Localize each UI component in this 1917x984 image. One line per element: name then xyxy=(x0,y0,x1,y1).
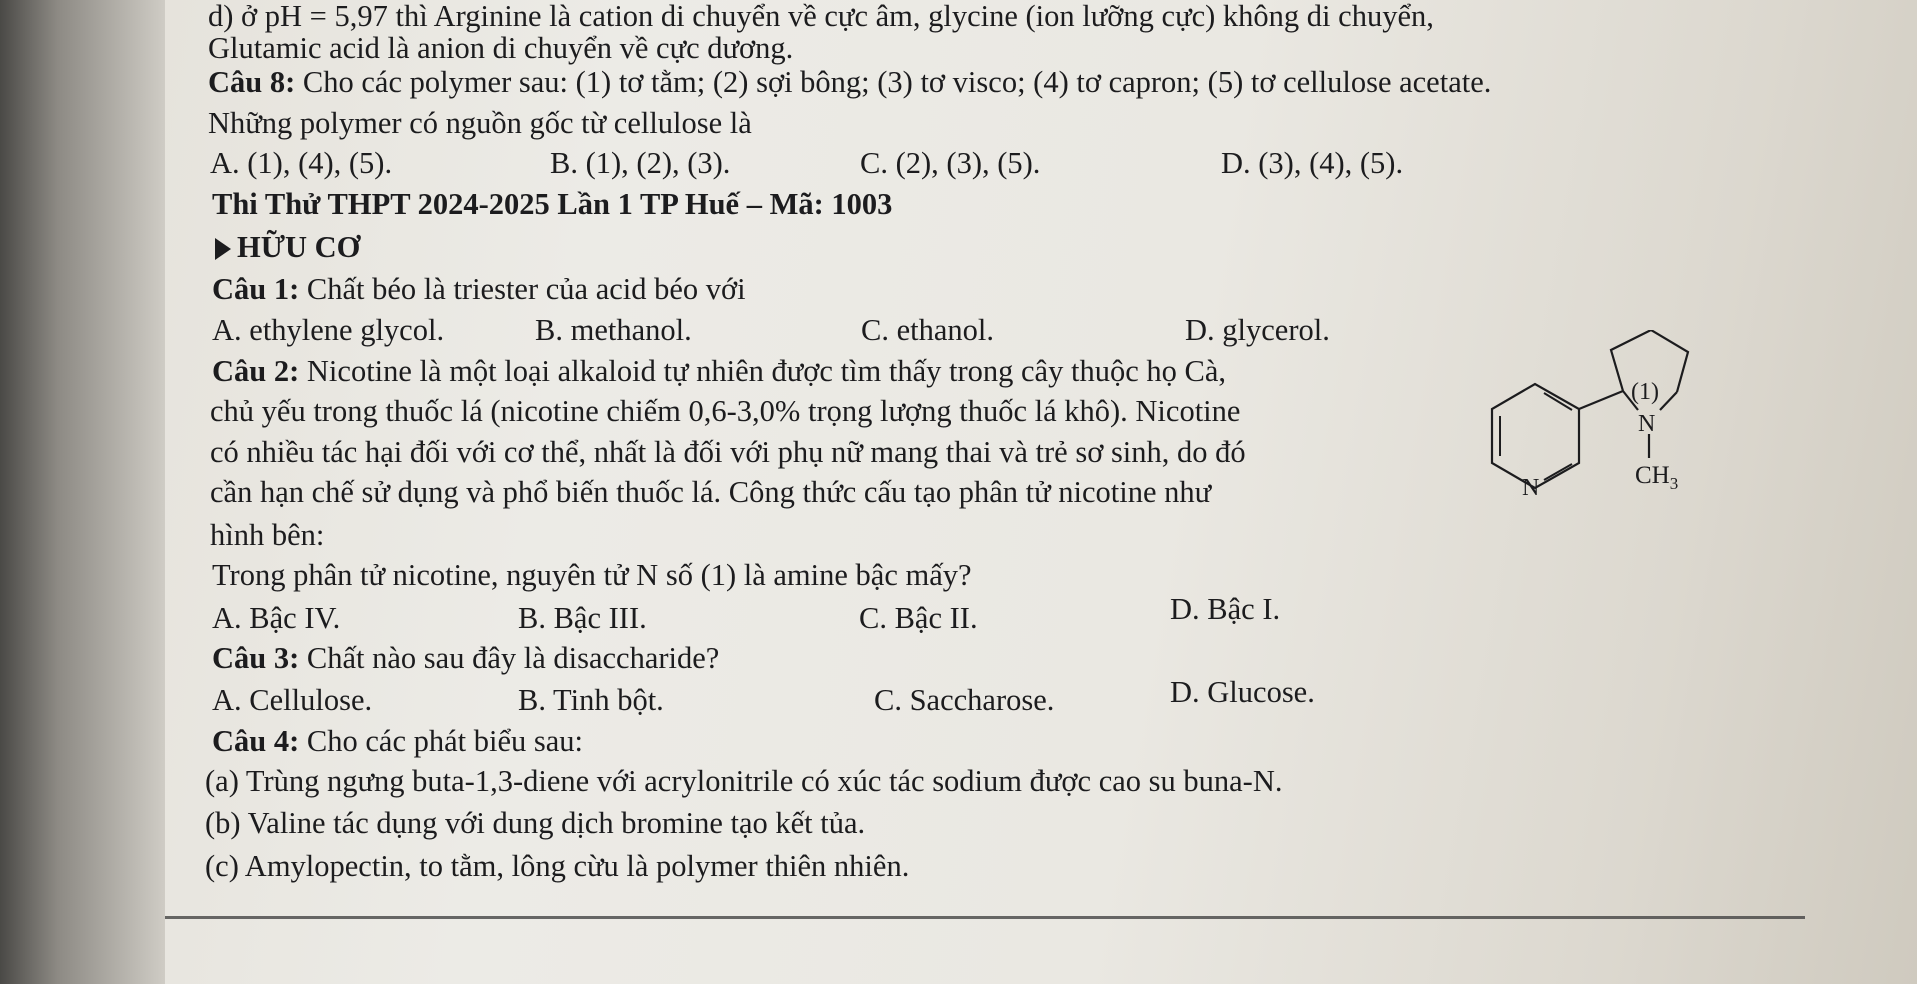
question-2-text-4: cần hạn chế sử dụng và phổ biến thuốc lá. Công thức cấu tạo phân tử nicotine như xyxy=(210,475,1212,509)
page-shadow-edge xyxy=(0,0,165,984)
pyrrolidine-bond-n-right xyxy=(1660,392,1677,410)
question-4-label: Câu 4: xyxy=(212,724,300,758)
bottom-divider xyxy=(165,916,1805,919)
question-2-text-5: hình bên: xyxy=(210,518,325,552)
question-2-label: Câu 2: xyxy=(212,354,300,388)
q4-statement-c: (c) Amylopectin, to tằm, lông cừu là polymer thiên nhiên. xyxy=(205,849,910,883)
pyridine-ring xyxy=(1492,384,1579,488)
question-8-text-2: Những polymer có nguồn gốc từ cellulose là xyxy=(208,106,752,140)
q2-option-b: B. Bậc III. xyxy=(518,601,647,635)
q2-option-a: A. Bậc IV. xyxy=(212,601,341,635)
q2-option-d: D. Bậc I. xyxy=(1170,592,1281,626)
q3-option-a: A. Cellulose. xyxy=(212,683,373,717)
q1-option-d: D. glycerol. xyxy=(1185,313,1330,347)
q3-option-b: B. Tinh bột. xyxy=(518,683,664,717)
pyridine-double-bond-bottom xyxy=(1544,464,1572,480)
methyl-subscript: 3 xyxy=(1669,474,1679,493)
q3-option-d: D. Glucose. xyxy=(1170,675,1315,709)
question-1-label: Câu 1: xyxy=(212,272,300,306)
methyl-ch: CH xyxy=(1635,462,1670,489)
exam-title: Thi Thử THPT 2024-2025 Lần 1 TP Huế – Mã: 1003 xyxy=(212,187,893,221)
pyrrolidine-n-label: N xyxy=(1638,411,1656,437)
question-2-text-2: chủ yếu trong thuốc lá (nicotine chiếm 0,6-3,0% trọng lượng thuốc lá khô). Nicotine xyxy=(210,394,1241,428)
triangle-right-icon xyxy=(215,238,231,260)
glutamic-line: Glutamic acid là anion di chuyển về cực dương. xyxy=(208,31,794,65)
question-8-text: Cho các polymer sau: (1) tơ tằm; (2) sợi bông; (3) tơ visco; (4) tơ capron; (5) tơ cellulose acetate. xyxy=(295,65,1492,99)
question-4-text: Cho các phát biểu sau: xyxy=(299,724,584,758)
question-4 xyxy=(212,723,583,759)
ring-link-bond xyxy=(1579,391,1623,409)
q2-option-c: C. Bậc II. xyxy=(859,601,978,635)
section-heading xyxy=(215,229,360,265)
q8-option-d: D. (3), (4), (5). xyxy=(1221,146,1404,180)
pyridine-n-label: N xyxy=(1522,475,1540,501)
methyl-label xyxy=(1635,462,1678,493)
question-2-question: Trong phân tử nicotine, nguyên tử N số (1) là amine bậc mấy? xyxy=(212,558,972,592)
q4-statement-b: (b) Valine tác dụng với dung dịch bromine tạo kết tủa. xyxy=(205,806,866,840)
question-2-text-3: có nhiều tác hại đối với cơ thể, nhất là đối với phụ nữ mang thai và trẻ sơ sinh, do đó xyxy=(210,435,1246,469)
q1-option-a: A. ethylene glycol. xyxy=(212,313,445,347)
q8-option-a: A. (1), (4), (5). xyxy=(210,146,393,180)
question-3 xyxy=(212,640,719,676)
q4-statement-a: (a) Trùng ngưng buta-1,3-diene với acrylonitrile có xúc tác sodium được cao su buna-N. xyxy=(205,764,1283,798)
question-8-label: Câu 8: xyxy=(208,65,296,99)
q8-option-c: C. (2), (3), (5). xyxy=(860,146,1041,180)
question-2 xyxy=(212,353,1226,389)
question-3-text: Chất nào sau đây là disaccharide? xyxy=(299,641,720,675)
q1-option-c: C. ethanol. xyxy=(861,313,994,347)
atom-label-1: (1) xyxy=(1631,379,1659,405)
q8-option-b: B. (1), (2), (3). xyxy=(550,146,731,180)
q1-option-b: B. methanol. xyxy=(535,313,692,347)
q3-option-c: C. Saccharose. xyxy=(874,683,1055,717)
question-8 xyxy=(208,64,1491,100)
nicotine-structure-figure xyxy=(1478,330,1740,520)
question-1-text: Chất béo là triester của acid béo với xyxy=(299,272,746,306)
question-2-text-1: Nicotine là một loại alkaloid tự nhiên được tìm thấy trong cây thuộc họ Cà, xyxy=(299,354,1226,388)
top-partial-line: d) ở pH = 5,97 thì Arginine là cation di chuyển về cực âm, glycine (ion lưỡng cực) không di chuyển, xyxy=(208,0,1434,33)
question-1 xyxy=(212,271,746,307)
question-3-label: Câu 3: xyxy=(212,641,300,675)
section-title: HỮU CƠ xyxy=(237,230,361,264)
